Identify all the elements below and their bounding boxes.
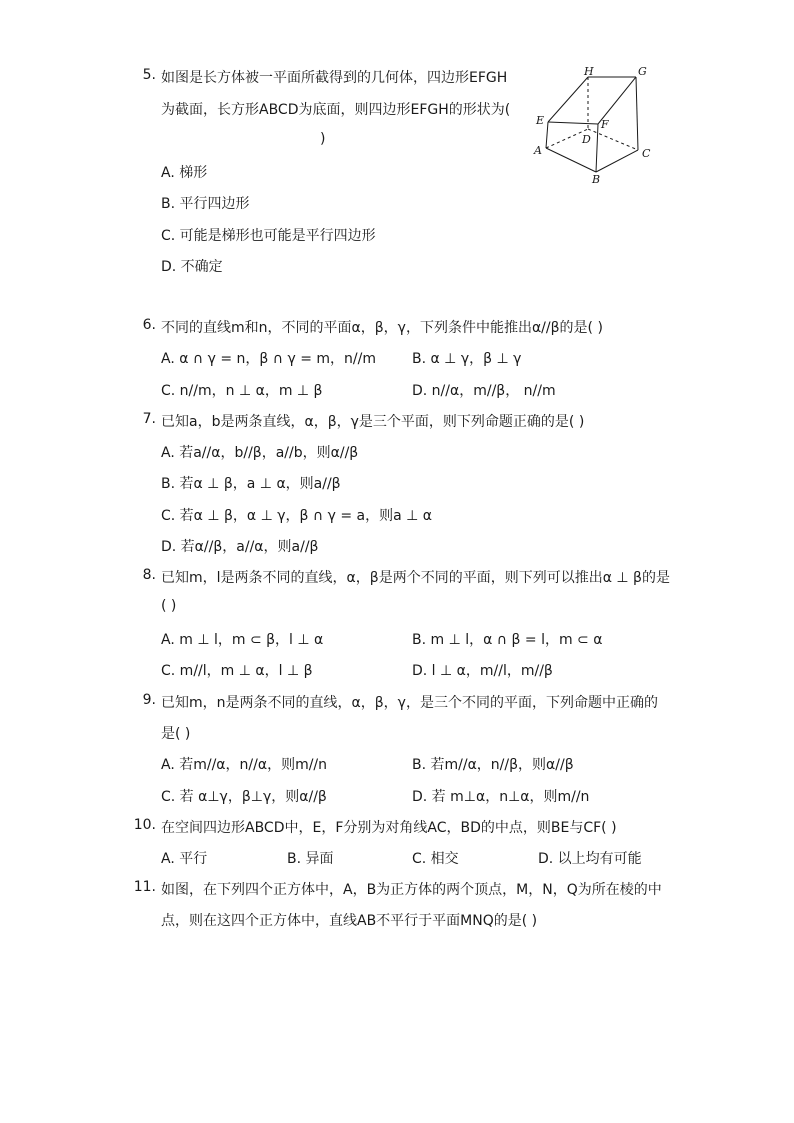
option-c: C. 若 α⊥γ，β⊥γ，则α//β xyxy=(161,789,327,805)
option-b: B. α ⊥ γ，β ⊥ γ xyxy=(412,351,522,367)
vertex-label-e: E xyxy=(536,114,545,127)
question-number: 7. xyxy=(142,411,156,427)
vertex-label-b: B xyxy=(592,173,601,184)
question-stem-line: ) xyxy=(320,131,326,147)
option-c: C. 若α ⊥ β，α ⊥ γ，β ∩ γ = a，则a ⊥ α xyxy=(161,508,433,524)
question-stem-line: 已知m，n是两条不同的直线，α，β，γ，是三个不同的平面，下列命题中正确的 xyxy=(161,695,658,711)
option-c: C. n//m，n ⊥ α，m ⊥ β xyxy=(161,383,323,399)
question-number: 6. xyxy=(142,317,156,333)
question-stem-line: 为截面，长方形ABCD为底面，则四边形EFGH的形状为( xyxy=(161,102,511,118)
option-c: C. m//l，m ⊥ α，l ⊥ β xyxy=(161,663,313,679)
option-d: D. 若 m⊥α，n⊥α，则m//n xyxy=(412,789,590,805)
vertex-label-d: D xyxy=(582,133,591,146)
option-c: C. 相交 xyxy=(412,851,459,867)
question-number: 5. xyxy=(142,67,156,83)
option-b: B. 异面 xyxy=(287,851,334,867)
question-number: 11. xyxy=(133,879,156,895)
option-a: A. 平行 xyxy=(161,851,208,867)
option-a: A. α ∩ γ = n，β ∩ γ = m，n//m xyxy=(161,351,376,367)
question-stem-line: 点，则在这四个正方体中，直线AB不平行于平面MNQ的是( ) xyxy=(161,913,538,929)
question-number: 8. xyxy=(142,567,156,583)
option-d: D. l ⊥ α，m//l，m//β xyxy=(412,663,553,679)
option-b: B. 若m//α，n//β，则α//β xyxy=(412,757,574,773)
option-a: A. 若m//α，n//α，则m//n xyxy=(161,757,328,773)
option-b: B. m ⊥ l，α ∩ β = l，m ⊂ α xyxy=(412,632,603,648)
question-stem: 已知a，b是两条直线，α，β，γ是三个平面，则下列命题正确的是( ) xyxy=(161,414,585,430)
option-a: A. 若a//α，b//β，a//b，则α//β xyxy=(161,445,359,461)
option-d: D. 不确定 xyxy=(161,259,223,275)
vertex-label-a: A xyxy=(534,144,542,157)
question-stem-line: 已知m，l是两条不同的直线，α，β是两个不同的平面，则下列可以推出α ⊥ β的是 xyxy=(161,570,670,586)
vertex-label-g: G xyxy=(638,65,647,78)
vertex-label-f: F xyxy=(601,118,609,131)
option-d: D. n//α，m//β， n//m xyxy=(412,383,556,399)
option-d: D. 以上均有可能 xyxy=(538,851,642,867)
question-number: 9. xyxy=(142,692,156,708)
question-stem-line: 是( ) xyxy=(161,726,191,742)
option-c: C. 可能是梯形也可能是平行四边形 xyxy=(161,228,376,244)
question-number: 10. xyxy=(133,817,156,833)
option-a: A. 梯形 xyxy=(161,165,208,181)
question-stem: 在空间四边形ABCD中，E，F分别为对角线AC，BD的中点，则BE与CF( ) xyxy=(161,820,617,836)
question-stem-line: 如图是长方体被一平面所截得到的几何体，四边形EFGH xyxy=(161,70,508,86)
question-stem: 不同的直线m和n，不同的平面α，β，γ，下列条件中能推出α//β的是( ) xyxy=(161,320,603,336)
option-b: B. 平行四边形 xyxy=(161,196,250,212)
question-stem-line: 如图，在下列四个正方体中，A，B为正方体的两个顶点，M，N，Q为所在棱的中 xyxy=(161,882,662,898)
option-d: D. 若α//β，a//α，则a//β xyxy=(161,539,319,555)
question-stem-line: ( ) xyxy=(161,598,177,614)
vertex-label-c: C xyxy=(642,147,651,160)
vertex-label-h: H xyxy=(584,65,594,78)
cuboid-section-figure xyxy=(530,64,660,184)
option-b: B. 若α ⊥ β，a ⊥ α，则a//β xyxy=(161,476,341,492)
option-a: A. m ⊥ l，m ⊂ β，l ⊥ α xyxy=(161,632,324,648)
